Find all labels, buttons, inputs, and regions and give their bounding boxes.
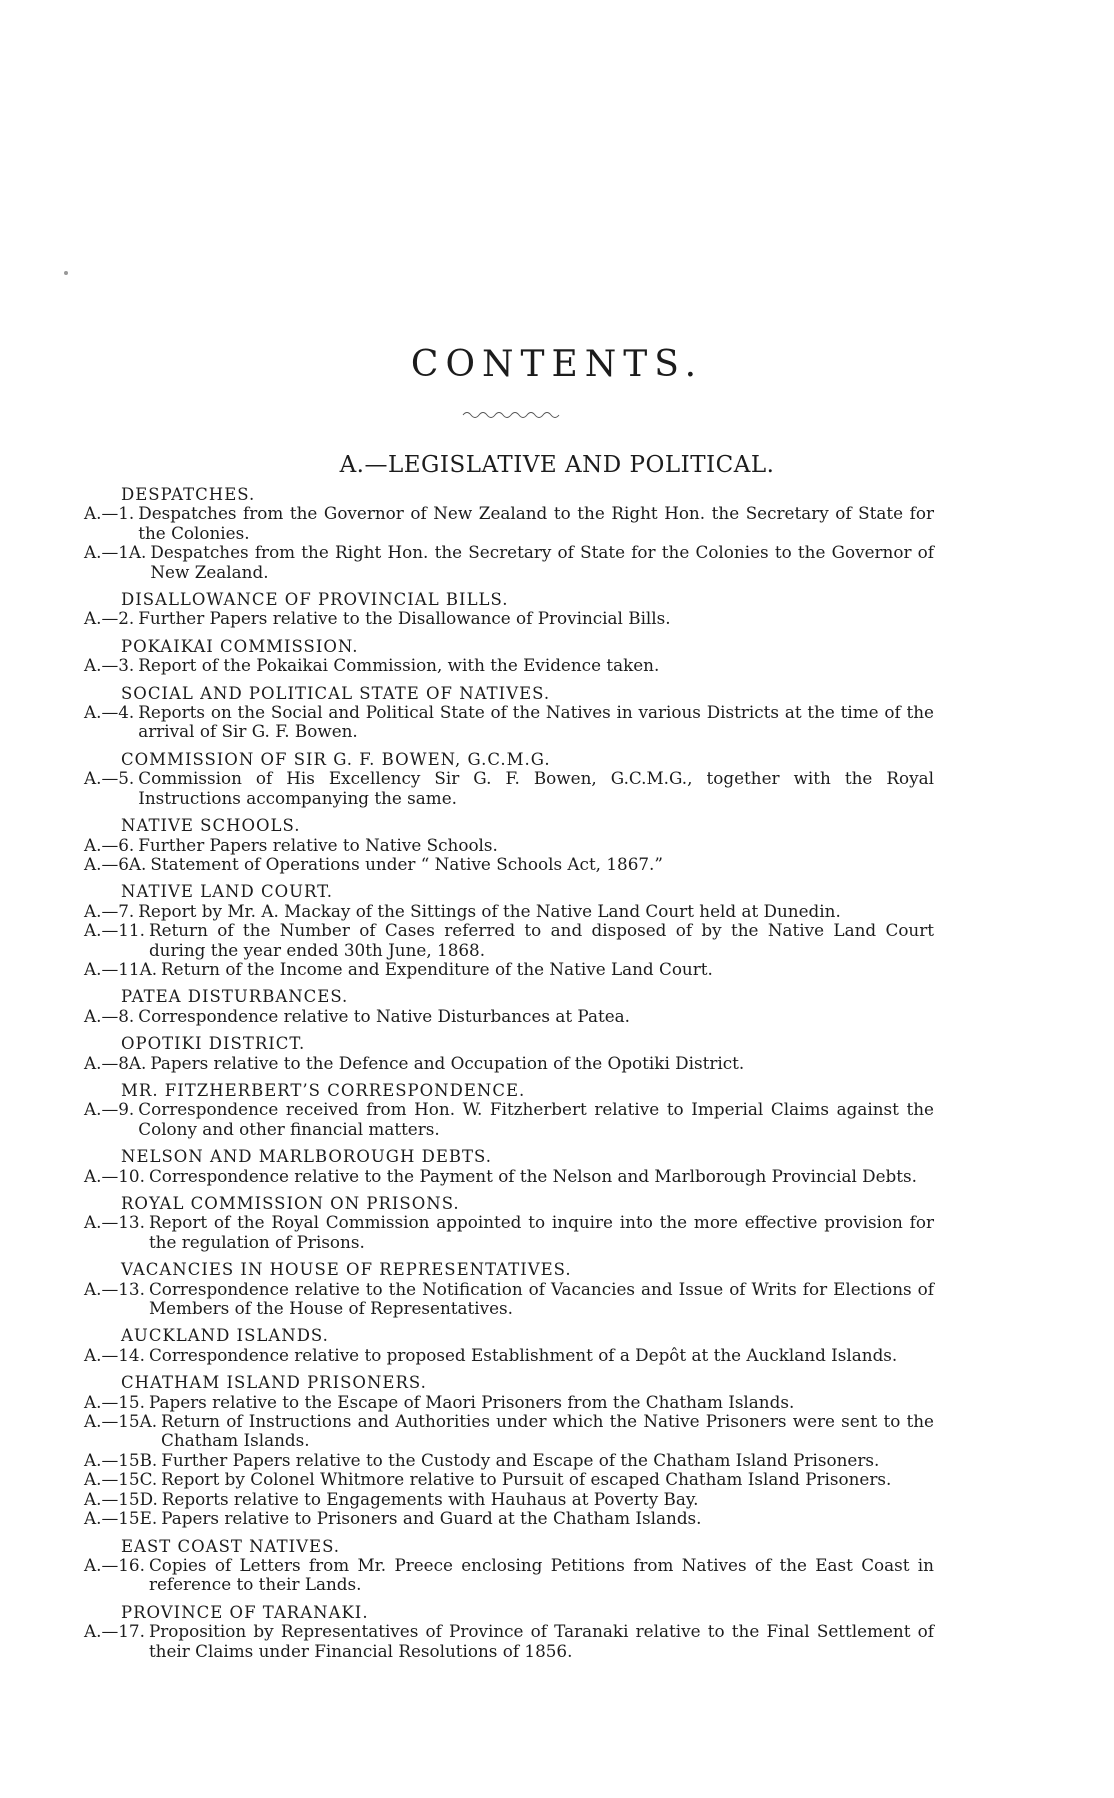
entry-description: Report of the Royal Commission appointed to inquire into the more effective provision for the regulation of Prisons. — [148, 1212, 934, 1252]
entry-reference: A.—5. — [84, 768, 135, 789]
entry-description: Copies of Letters from Mr. Preece enclosing Petitions from Natives of the East Coast in reference to their Lands. — [148, 1554, 934, 1595]
entry-description: Papers relative to Prisoners and Guard at the Chatham Islands. — [161, 1508, 702, 1529]
entry-description: Correspondence relative to the Payment of the Nelson and Marlborough Provincial Debts. — [148, 1165, 917, 1186]
category-heading: POKAIKAI COMMISSION. — [121, 636, 359, 656]
entry-reference: A.—15D. — [84, 1488, 158, 1509]
entry-reference: A.—8A. — [84, 1052, 147, 1073]
contents-entry — [84, 1167, 934, 1186]
category-heading: EAST COAST NATIVES. — [121, 1536, 341, 1556]
contents-entry — [84, 703, 934, 742]
entry-reference: A.—4. — [84, 702, 135, 723]
entry-description: Report of the Pokaikai Commission, with the Evidence taken. — [138, 655, 660, 676]
category-heading: AUCKLAND ISLANDS. — [121, 1326, 329, 1346]
entry-description: Despatches from the Right Hon. the Secretary of State for the Colonies to the Governor of New Zealand. — [150, 542, 934, 582]
entry-reference: A.—15. — [84, 1391, 145, 1412]
entry-description: Despatches from the Governor of New Zealand to the Right Hon. the Secretary of State for the Colonies. — [138, 503, 934, 543]
contents-entry — [84, 1556, 934, 1595]
category-heading: CHATHAM ISLAND PRISONERS. — [121, 1373, 427, 1393]
contents-entry — [84, 1007, 934, 1026]
category-heading: DISALLOWANCE OF PROVINCIAL BILLS. — [121, 590, 509, 610]
entry-description: Correspondence relative to the Notification of Vacancies and Issue of Writs for Elections of Members of the House of Representatives. — [148, 1278, 934, 1319]
entry-reference: A.—2. — [84, 608, 135, 629]
entry-reference: A.—15A. — [84, 1411, 158, 1432]
contents-entry — [84, 1470, 934, 1489]
contents-entry — [84, 1509, 934, 1528]
category-heading: VACANCIES IN HOUSE OF REPRESENTATIVES. — [121, 1260, 572, 1280]
category-heading: OPOTIKI DISTRICT. — [121, 1034, 306, 1054]
entry-reference: A.—15E. — [84, 1508, 158, 1529]
entry-description: Correspondence received from Hon. W. Fitzherbert relative to Imperial Claims against the Colony and other financial matters. — [138, 1099, 934, 1139]
contents-entry — [84, 1213, 934, 1252]
entry-reference: A.—1A. — [84, 542, 147, 563]
entry-description: Papers relative to the Defence and Occupation of the Opotiki District. — [150, 1052, 745, 1073]
entry-reference: A.—15C. — [84, 1469, 158, 1490]
contents-entry — [84, 769, 934, 808]
contents-entry — [84, 855, 934, 874]
entry-description: Further Papers relative to Native Schools. — [138, 834, 498, 855]
entry-reference: A.—16. — [84, 1554, 145, 1575]
contents-entry — [84, 1054, 934, 1073]
entry-reference: A.—14. — [84, 1344, 145, 1365]
entry-description: Further Papers relative to the Custody and Escape of the Chatham Island Prisoners. — [161, 1449, 880, 1470]
entry-reference: A.—6. — [84, 834, 135, 855]
table-of-contents — [84, 485, 934, 1661]
contents-entry — [84, 1280, 934, 1319]
entry-reference: A.—10. — [84, 1165, 145, 1186]
entry-description: Reports relative to Engagements with Hauhaus at Poverty Bay. — [161, 1488, 699, 1509]
entry-reference: A.—11A. — [84, 958, 158, 979]
contents-entry — [84, 1490, 934, 1509]
contents-entry — [84, 921, 934, 960]
contents-entry — [84, 656, 934, 675]
entry-reference: A.—8. — [84, 1005, 135, 1026]
category-heading: PATEA DISTURBANCES. — [121, 987, 349, 1007]
entry-reference: A.—13. — [84, 1212, 145, 1233]
contents-entry — [84, 504, 934, 543]
page-title: CONTENTS. — [410, 344, 704, 385]
category-heading: SOCIAL AND POLITICAL STATE OF NATIVES. — [121, 683, 551, 703]
entry-reference: A.—6A. — [84, 853, 147, 874]
entry-description: Commission of His Excellency Sir G. F. Bowen, G.C.M.G., together with the Royal Instructions accompanying the same. — [138, 768, 934, 808]
entry-reference: A.—13. — [84, 1278, 145, 1299]
entry-description: Correspondence relative to Native Disturbances at Patea. — [138, 1005, 630, 1026]
contents-entry — [84, 960, 934, 979]
contents-entry — [84, 1100, 934, 1139]
entry-reference: A.—9. — [84, 1099, 135, 1120]
entry-reference: A.—1. — [84, 503, 135, 524]
entry-description: Return of Instructions and Authorities under which the Native Prisoners were sent to the Chatham Islands. — [161, 1411, 934, 1451]
entry-reference: A.—7. — [84, 900, 135, 921]
contents-entry — [84, 1451, 934, 1470]
contents-entry — [84, 902, 934, 921]
entry-reference: A.—15B. — [84, 1449, 158, 1470]
entry-description: Correspondence relative to proposed Establishment of a Depôt at the Auckland Islands. — [148, 1344, 898, 1365]
contents-entry — [84, 1346, 934, 1365]
category-heading: PROVINCE OF TARANAKI. — [121, 1602, 369, 1622]
entry-description: Proposition by Representatives of Province of Taranaki relative to the Final Settlement of their Claims under Financial Resolutions of 1856. — [148, 1621, 934, 1661]
entry-description: Further Papers relative to the Disallowance of Provincial Bills. — [138, 608, 671, 629]
category-heading: NATIVE LAND COURT. — [121, 882, 333, 902]
contents-entry — [84, 609, 934, 628]
entry-description: Reports on the Social and Political State of the Natives in various Districts at the time of the arrival of Sir G. F. Bowen. — [138, 702, 934, 742]
entry-description: Report by Mr. A. Mackay of the Sittings of the Native Land Court held at Dunedin. — [138, 900, 841, 921]
contents-entry — [84, 1622, 934, 1661]
category-heading: COMMISSION OF SIR G. F. BOWEN, G.C.M.G. — [121, 749, 551, 769]
section-heading: A.—LEGISLATIVE AND POLITICAL. — [339, 452, 775, 478]
entry-description: Return of the Number of Cases referred to and disposed of by the Native Land Court during the year ended 30th June, 1868. — [148, 920, 934, 960]
contents-entry — [84, 836, 934, 855]
ink-speck — [64, 271, 68, 275]
contents-entry — [84, 1393, 934, 1412]
category-heading: DESPATCHES. — [121, 485, 256, 504]
entry-description: Report by Colonel Whitmore relative to Pursuit of escaped Chatham Island Prisoners. — [161, 1469, 892, 1490]
entry-description: Return of the Income and Expenditure of the Native Land Court. — [161, 958, 713, 979]
contents-entry — [84, 543, 934, 582]
entry-description: Papers relative to the Escape of Maori Prisoners from the Chatham Islands. — [148, 1391, 795, 1412]
category-heading: MR. FITZHERBERT’S CORRESPONDENCE. — [121, 1080, 526, 1100]
category-heading: ROYAL COMMISSION ON PRISONS. — [121, 1194, 460, 1213]
decorative-flourish-icon — [461, 408, 561, 422]
entry-reference: A.—17. — [84, 1621, 145, 1642]
entry-reference: A.—11. — [84, 920, 145, 941]
category-heading: NATIVE SCHOOLS. — [121, 816, 301, 836]
entry-description: Statement of Operations under “ Native Schools Act, 1867.” — [150, 853, 663, 874]
entry-reference: A.—3. — [84, 655, 135, 676]
category-heading: NELSON AND MARLBOROUGH DEBTS. — [121, 1147, 492, 1167]
contents-entry — [84, 1412, 934, 1451]
